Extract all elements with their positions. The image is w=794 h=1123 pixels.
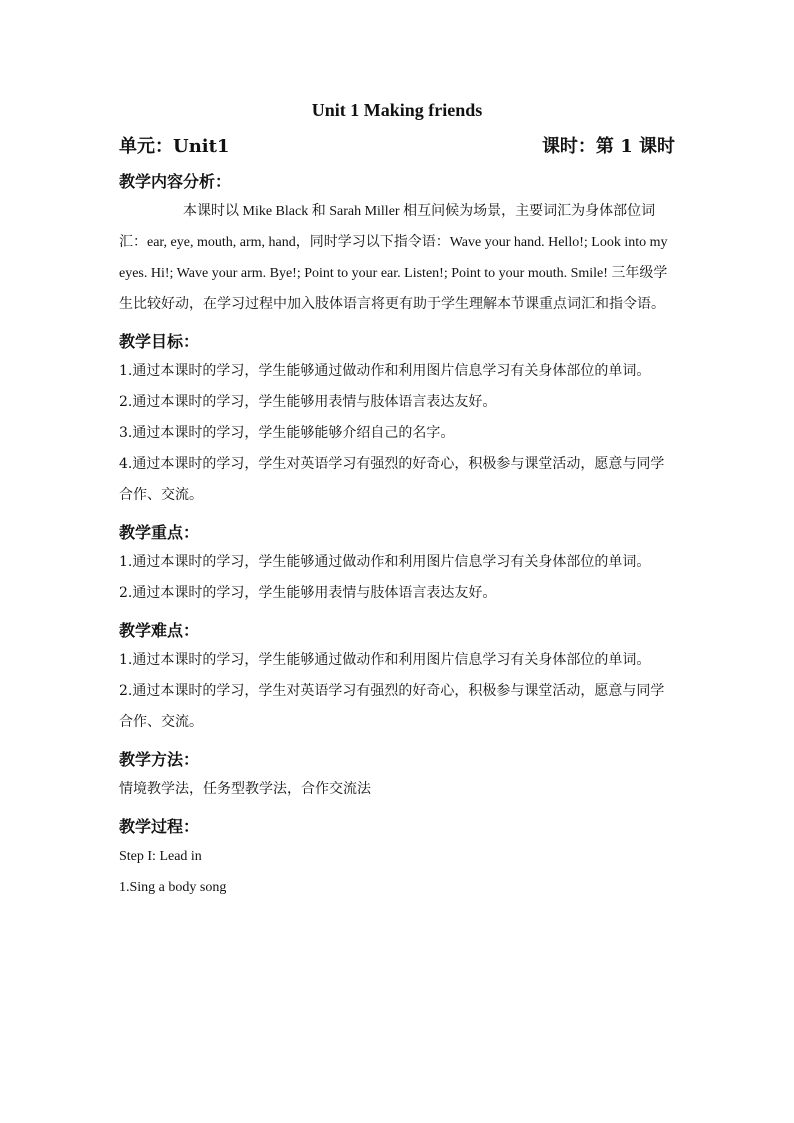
content-analysis-heading: 教学内容分析： bbox=[119, 172, 232, 191]
key-point-item-2: 2.通过本课时的学习，学生能够用表情与肢体语言表达友好。 bbox=[119, 585, 497, 601]
document-page bbox=[119, 96, 675, 903]
period-label: 课时：第 1 课时 bbox=[541, 136, 675, 157]
objective-item-2: 2.通过本课时的学习，学生能够用表情与肢体语言表达友好。 bbox=[119, 394, 497, 410]
key-point-item-1: 1.通过本课时的学习，学生能够通过做动作和利用图片信息学习有关身体部位的单词。 bbox=[119, 554, 651, 570]
objective-item-4: 4.通过本课时的学习，学生对英语学习有强烈的好奇心，积极参与课堂活动，愿意与同学合作、交流。 bbox=[119, 456, 665, 503]
key-points-heading: 教学重点： bbox=[119, 523, 200, 542]
process-step: Step I: Lead in bbox=[119, 849, 202, 864]
process-heading: 教学过程： bbox=[119, 817, 200, 836]
objective-item-1: 1.通过本课时的学习，学生能够通过做动作和利用图片信息学习有关身体部位的单词。 bbox=[119, 363, 651, 379]
unit-period-row bbox=[119, 134, 675, 160]
difficulty-item-2: 2.通过本课时的学习，学生对英语学习有强烈的好奇心，积极参与课堂活动，愿意与同学合作、交流。 bbox=[119, 683, 665, 730]
objectives-heading: 教学目标： bbox=[119, 332, 200, 351]
objective-item-3: 3.通过本课时的学习，学生能够能够介绍自己的名字。 bbox=[119, 425, 455, 441]
methods-text: 情境教学法，任务型教学法，合作交流法 bbox=[119, 781, 371, 797]
document-title: Unit 1 Making friends bbox=[311, 100, 483, 120]
methods-heading: 教学方法： bbox=[119, 750, 200, 769]
unit-label: 单元：Unit1 bbox=[119, 136, 230, 157]
process-item: 1.Sing a body song bbox=[119, 880, 227, 895]
content-analysis-text: 本课时以 Mike Black 和 Sarah Miller 相互问候为场景，主要词汇为身体部位词汇：ear, eye, mouth, arm, hand，同时学习以下指令语：Wave your hand. Hello!; Look into my eyes. Hi!; Wave your arm. Bye!; Point to your ear. Listen!; Point to your mouth. Smile! 三年级学生比较好动，在学习过程中加入肢体语言将更有助于学生理解本节课重点词汇和指令语。 bbox=[119, 204, 668, 312]
difficulty-item-1: 1.通过本课时的学习，学生能够通过做动作和利用图片信息学习有关身体部位的单词。 bbox=[119, 652, 651, 668]
difficulties-heading: 教学难点： bbox=[119, 621, 200, 640]
